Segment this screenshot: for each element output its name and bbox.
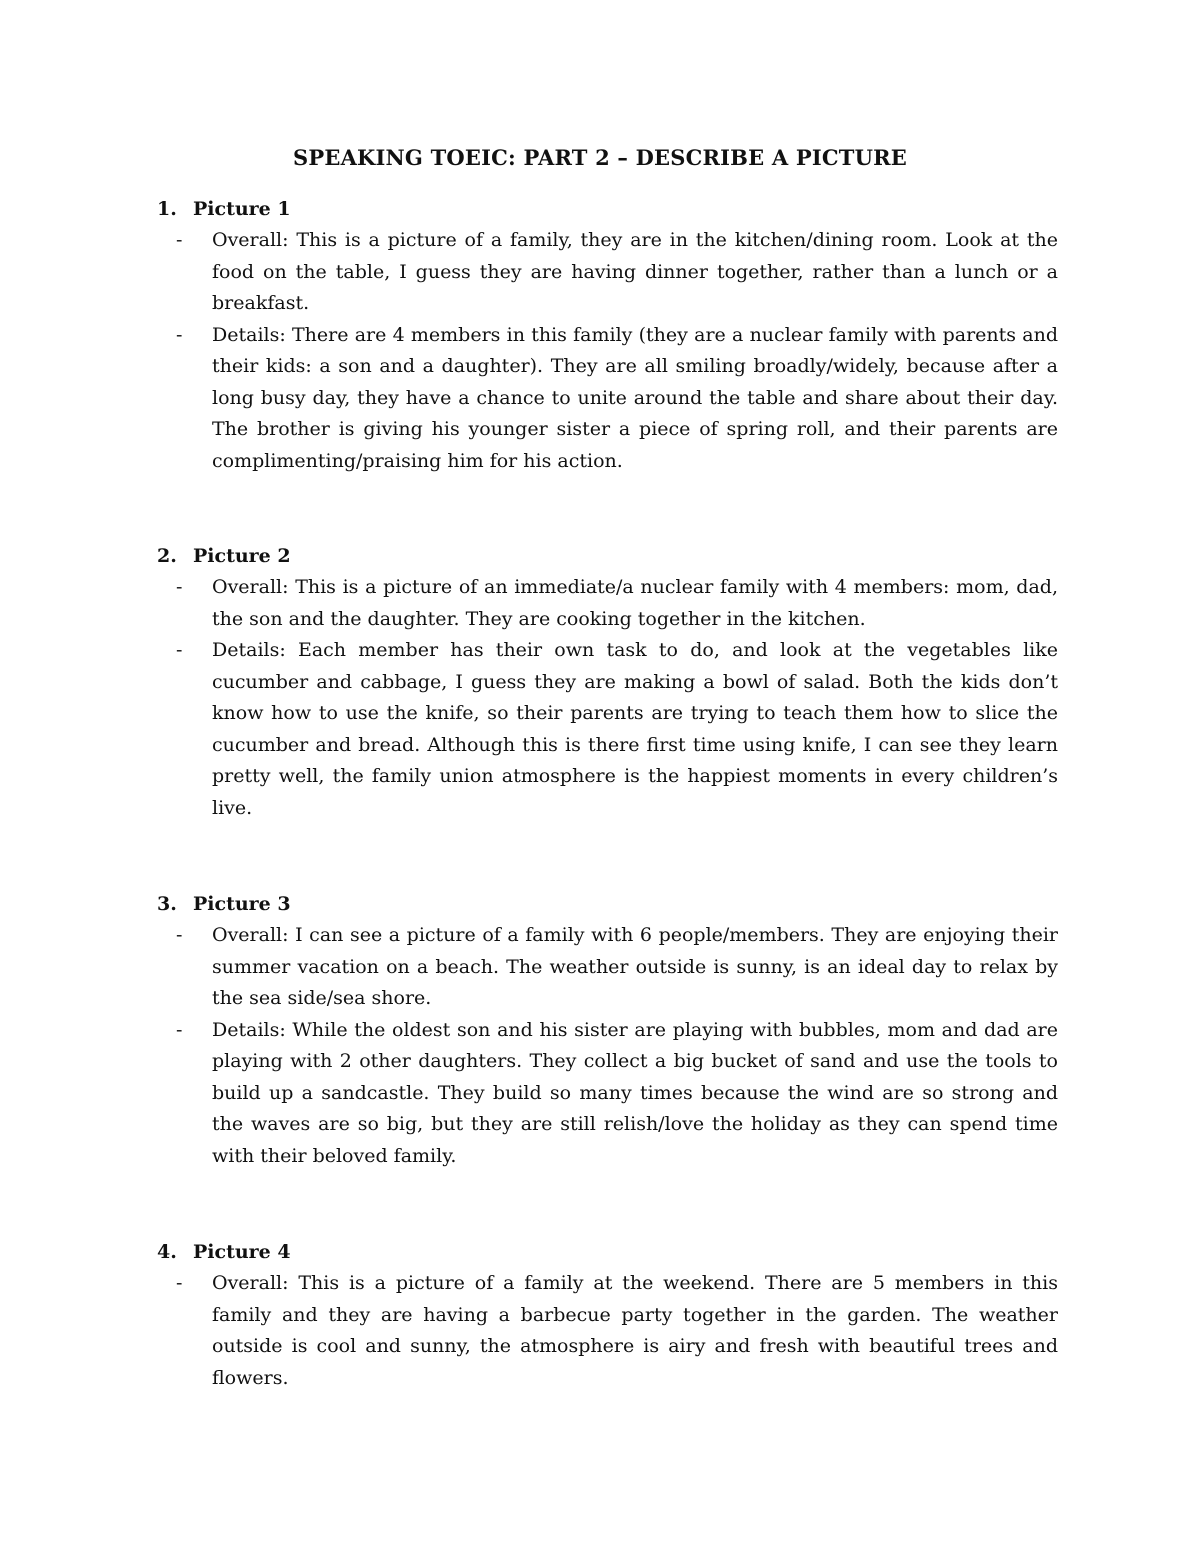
bullet-text: Details: There are 4 members in this family (they are a nuclear family with parents and their kids: a son and a daughter). They are all smiling broadly/widely, because after a long busy day, they have a chance to unite around the table and share about their day. The brother is giving his younger sister a piece of spring roll, and their parents are complimenting/praising him for his action. — [212, 323, 1058, 472]
section-heading — [157, 1237, 291, 1268]
bullet-list — [0, 920, 1200, 1172]
section-number: 4. — [157, 1241, 177, 1263]
section-title: Picture 2 — [193, 545, 291, 567]
bullet-item-overall — [0, 225, 1200, 320]
section-heading — [157, 194, 291, 225]
bullet-list — [0, 572, 1200, 824]
dash-bullet: - — [176, 229, 183, 251]
bullet-list — [0, 1268, 1200, 1394]
dash-bullet: - — [176, 924, 183, 946]
bullet-item-details — [0, 320, 1200, 478]
dash-bullet: - — [176, 1272, 183, 1294]
document-title: SPEAKING TOEIC: PART 2 – DESCRIBE A PICTURE — [293, 145, 907, 170]
section-title: Picture 1 — [193, 198, 291, 220]
section-number: 3. — [157, 893, 177, 915]
bullet-item-overall — [0, 920, 1200, 1015]
dash-bullet: - — [176, 639, 183, 661]
section-heading — [157, 541, 291, 572]
dash-bullet: - — [176, 576, 183, 598]
section-title: Picture 3 — [193, 893, 291, 915]
bullet-text: Overall: I can see a picture of a family with 6 people/members. They are enjoying their summer vacation on a beach. The weather outside is sunny, is an ideal day to relax by the sea side/sea shore. — [212, 924, 1058, 1009]
bullet-item-overall — [0, 1268, 1200, 1394]
bullet-list — [0, 225, 1200, 477]
section-number: 1. — [157, 198, 177, 220]
bullet-text: Details: While the oldest son and his sister are playing with bubbles, mom and dad are playing with 2 other daughters. They collect a big bucket of sand and use the tools to build up a sandcastle. They build so many times because the wind are so strong and the waves are so big, but they are still relish/love the holiday as they can spend time with their beloved family. — [212, 1018, 1058, 1167]
bullet-text: Overall: This is a picture of an immediate/a nuclear family with 4 members: mom, dad, the son and the daughter. They are cooking together in the kitchen. — [212, 576, 1058, 630]
bullet-item-overall — [0, 572, 1200, 635]
dash-bullet: - — [176, 323, 183, 346]
section-number: 2. — [157, 545, 177, 567]
dash-bullet: - — [176, 1018, 183, 1041]
bullet-text: Overall: This is a picture of a family, they are in the kitchen/dining room. Look at the food on the table, I guess they are having dinner together, rather than a lunch or a breakfast. — [212, 229, 1058, 314]
section-heading — [157, 889, 291, 920]
section-title: Picture 4 — [193, 1241, 291, 1263]
bullet-item-details — [0, 635, 1200, 824]
bullet-text: Overall: This is a picture of a family at the weekend. There are 5 members in this family and they are having a barbecue party together in the garden. The weather outside is cool and sunny, the atmosphere is airy and fresh with beautiful trees and flowers. — [212, 1272, 1058, 1389]
bullet-text: Details: Each member has their own task to do, and look at the vegetables like cucumber and cabbage, I guess they are making a bowl of salad. Both the kids don’t know how to use the knife, so their parents are trying to teach them how to slice the cucumber and bread. Although this is there first time using knife, I can see they learn pretty well, the family union atmosphere is the happiest moments in every children’s live. — [212, 639, 1058, 819]
bullet-item-details — [0, 1015, 1200, 1173]
